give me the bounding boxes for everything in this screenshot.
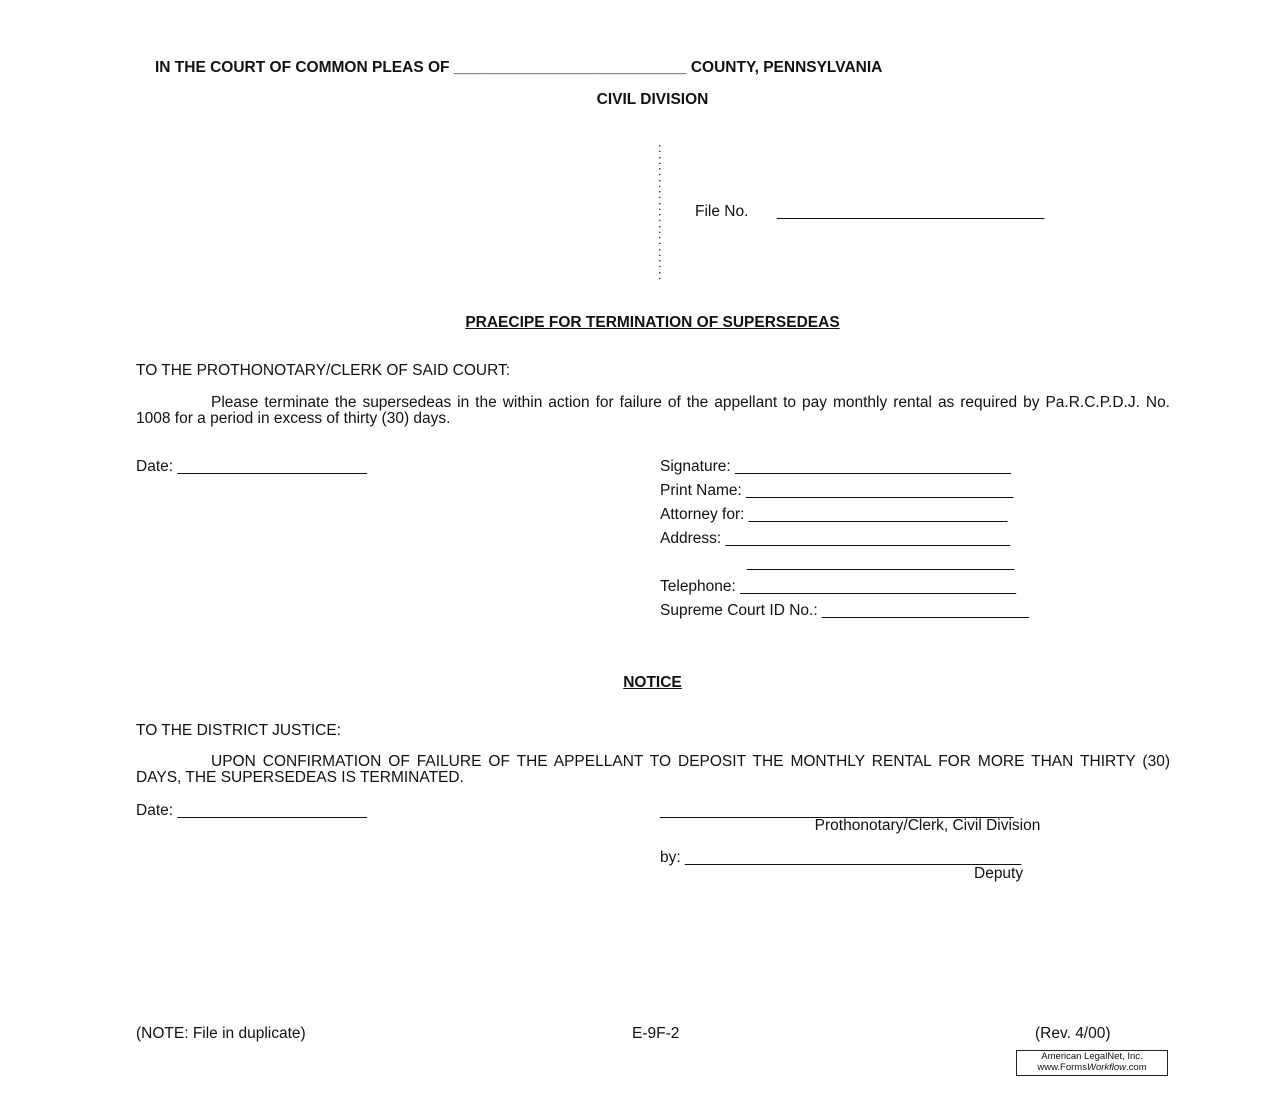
telephone-row (660, 578, 1016, 596)
print-name-row (660, 482, 1013, 500)
praecipe-salutation: TO THE PROTHONOTARY/CLERK OF SAID COURT: (136, 362, 511, 379)
form-code: E-9F-2 (632, 1025, 680, 1042)
date-label: Date: (136, 458, 174, 475)
attorney-for-row (660, 506, 1007, 524)
print-name-label: Print Name: (660, 482, 742, 499)
attorney-for-label: Attorney for: (660, 506, 745, 523)
supreme-court-id-label: Supreme Court ID No.: (660, 602, 818, 619)
signature-field[interactable]: ________________________________ (734, 458, 1011, 475)
by-row (660, 849, 1021, 867)
division-heading: CIVIL DIVISION (596, 91, 709, 108)
print-name-field[interactable]: _______________________________ (746, 482, 1014, 499)
signature-row (660, 458, 1011, 476)
date-field[interactable]: ______________________ (177, 458, 368, 475)
address-row (660, 530, 1010, 548)
footer-note: (NOTE: File in duplicate) (136, 1025, 306, 1042)
signature-label: Signature: (660, 458, 731, 475)
notice-title: NOTICE (623, 674, 682, 691)
by-label: by: (660, 849, 681, 866)
praecipe-title: PRAECIPE FOR TERMINATION OF SUPERSEDEAS (465, 314, 840, 331)
praecipe-date (136, 458, 367, 476)
caption-divider: : : : : : : : : : : : : (658, 140, 662, 282)
notice-salutation: TO THE DISTRICT JUSTICE: (136, 722, 341, 739)
file-no-field[interactable]: _______________________________ (777, 203, 1045, 220)
file-no-label: File No. (695, 203, 749, 220)
address-label: Address: (660, 530, 722, 547)
praecipe-body: Please terminate the supersedeas in the within action for failure of the appellant to pay monthly rental as required by Pa.R.C.P.D.J. No. 1008 for a period in excess of thirty (30) days. (136, 394, 1170, 427)
court-heading: IN THE COURT OF COMMON PLEAS OF ___________________________ COUNTY, PENNSYLVANIA (155, 59, 883, 76)
notice-body: UPON CONFIRMATION OF FAILURE OF THE APPELLANT TO DEPOSIT THE MONTHLY RENTAL FOR MORE THAN THIRTY (30) DAYS, THE SUPERSEDEAS IS TERMINATED. (136, 753, 1170, 786)
by-field[interactable]: _______________________________________ (685, 849, 1022, 866)
supreme-court-id-row (660, 602, 1029, 620)
clerk-label: Prothonotary/Clerk, Civil Division (814, 817, 1041, 834)
address-field-2[interactable]: _______________________________ (747, 554, 1015, 571)
revision: (Rev. 4/00) (1035, 1025, 1111, 1042)
supreme-court-id-field[interactable]: ________________________ (821, 602, 1029, 619)
notice-date-label: Date: (136, 802, 174, 819)
notice-date-field[interactable]: ______________________ (177, 802, 368, 819)
publisher-name: American LegalNet, Inc. (1041, 1051, 1143, 1062)
clerk-signature-field[interactable]: _________________________________________ (660, 802, 1014, 819)
publisher-badge (1016, 1050, 1168, 1076)
deputy-label: Deputy (974, 865, 1024, 882)
address-field[interactable]: _________________________________ (725, 530, 1010, 547)
address-line-2 (747, 554, 1014, 572)
notice-date (136, 802, 367, 820)
publisher-url: www.FormsWorkflow.com (1037, 1062, 1147, 1073)
telephone-field[interactable]: ________________________________ (740, 578, 1017, 595)
attorney-for-field[interactable]: ______________________________ (748, 506, 1008, 523)
telephone-label: Telephone: (660, 578, 736, 595)
